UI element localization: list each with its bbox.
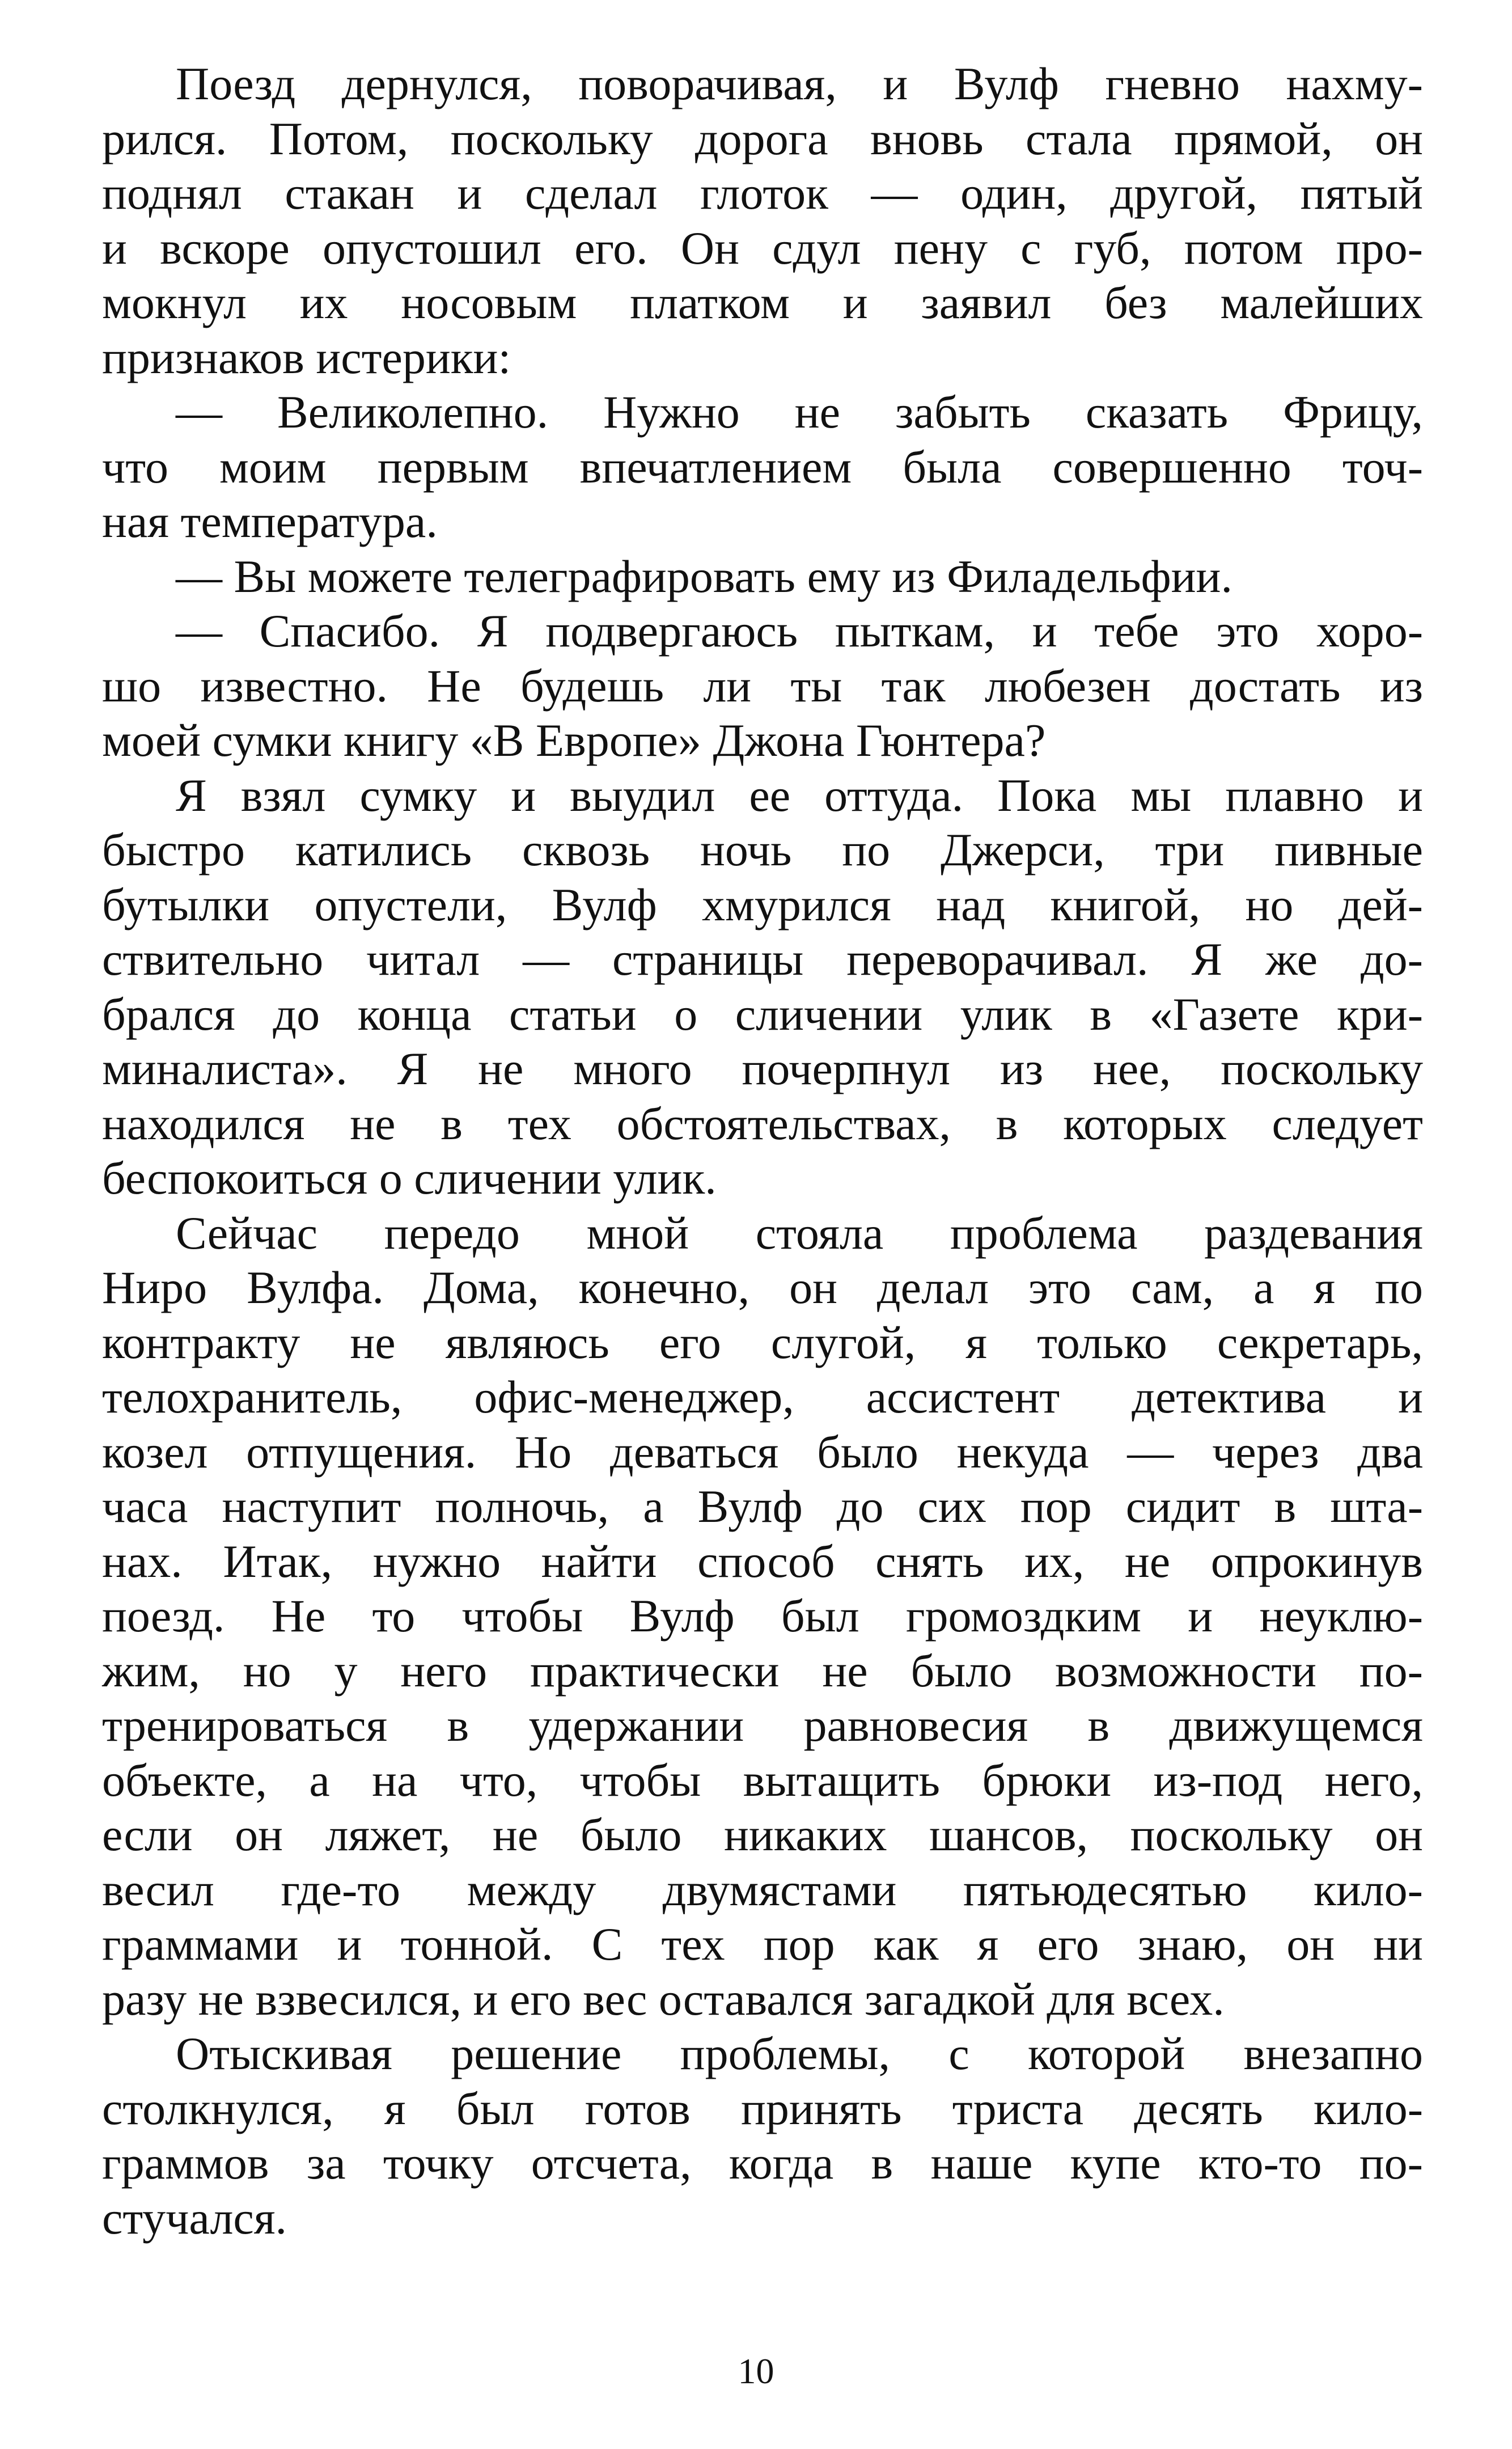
- text-line: объекте, а на что, чтобы вытащить брюки из-под него,: [102, 1754, 1423, 1806]
- text-line: поезд. Не то чтобы Вулф был громоздким и неуклю-: [102, 1590, 1423, 1642]
- text-line: стучался.: [102, 2192, 287, 2244]
- text-line: брался до конца статьи о сличении улик в «Газете кри-: [102, 988, 1423, 1040]
- text-line: весил где-то между двумястами пятьюдесятью кило-: [102, 1863, 1423, 1915]
- text-line: — Вы можете телеграфировать ему из Филадельфии.: [176, 550, 1233, 602]
- text-line: Поезд дернулся, поворачивая, и Вулф гневно нахму-: [176, 58, 1423, 109]
- text-line: телохранитель, офис-менеджер, ассистент детектива и: [102, 1371, 1423, 1423]
- text-line: рился. Потом, поскольку дорога вновь стала прямой, он: [102, 112, 1423, 164]
- text-line: беспокоиться о сличении улик.: [102, 1152, 717, 1204]
- text-line: разу не взвесился, и его вес оставался загадкой для всех.: [102, 1973, 1225, 2025]
- paragraph: [102, 604, 1423, 768]
- text-line: ная температура.: [102, 496, 438, 547]
- book-page-text: [102, 57, 1423, 2245]
- text-line: бутылки опустели, Вулф хмурился над книгой, но дей-: [102, 878, 1423, 930]
- text-line: — Спасибо. Я подвергаюсь пыткам, и тебе это хоро-: [176, 605, 1423, 657]
- text-line: ствительно читал — страницы переворачивал. Я же до-: [102, 933, 1423, 985]
- text-line: — Великолепно. Нужно не забыть сказать Фрицу,: [176, 386, 1423, 438]
- text-line: Сейчас передо мной стояла проблема раздевания: [176, 1207, 1423, 1259]
- text-line: находился не в тех обстоятельствах, в которых следует: [102, 1097, 1423, 1149]
- text-line: моей сумки книгу «В Европе» Джона Гюнтера?: [102, 714, 1046, 766]
- text-line: жим, но у него практически не было возможности по-: [102, 1644, 1423, 1697]
- text-line: граммами и тонной. С тех пор как я его знаю, он ни: [102, 1918, 1423, 1970]
- text-line: нах. Итак, нужно найти способ снять их, не опрокинув: [102, 1535, 1423, 1587]
- text-line: тренироваться в удержании равновесия в движущемся: [102, 1699, 1423, 1751]
- paragraph: [102, 57, 1423, 385]
- text-line: Отыскивая решение проблемы, с которой внезапно: [176, 2028, 1423, 2079]
- text-line: если он ляжет, не было никаких шансов, поскольку он: [102, 1809, 1423, 1860]
- text-line: столкнулся, я был готов принять триста десять кило-: [102, 2082, 1423, 2134]
- text-line: Ниро Вулфа. Дома, конечно, он делал это сам, а я по: [102, 1262, 1423, 1313]
- text-line: признаков истерики:: [102, 331, 511, 383]
- paragraph: [102, 549, 1423, 604]
- text-line: Я взял сумку и выудил ее оттуда. Пока мы плавно и: [176, 769, 1423, 821]
- text-line: контракту не являюсь его слугой, я только секретарь,: [102, 1316, 1423, 1368]
- text-line: быстро катились сквозь ночь по Джерси, три пивные: [102, 824, 1423, 875]
- text-line: мокнул их носовым платком и заявил без малейших: [102, 277, 1423, 328]
- text-line: поднял стакан и сделал глоток — один, другой, пятый: [102, 167, 1423, 219]
- text-line: и вскоре опустошил его. Он сдул пену с губ, потом про-: [102, 222, 1423, 274]
- text-line: шо известно. Не будешь ли ты так любезен достать из: [102, 659, 1423, 712]
- text-line: миналиста». Я не много почерпнул из нее, поскольку: [102, 1043, 1423, 1094]
- paragraph: [102, 1206, 1423, 2027]
- page-number: 10: [738, 2351, 774, 2391]
- text-line: граммов за точку отсчета, когда в наше купе кто-то по-: [102, 2137, 1423, 2189]
- paragraph: [102, 768, 1423, 1206]
- paragraph: [102, 2027, 1423, 2245]
- text-line: часа наступит полночь, а Вулф до сих пор сидит в шта-: [102, 1481, 1423, 1532]
- text-line: козел отпущения. Но деваться было некуда — через два: [102, 1426, 1423, 1478]
- paragraph: [102, 385, 1423, 549]
- text-line: что моим первым впечатлением была совершенно точ-: [102, 441, 1423, 493]
